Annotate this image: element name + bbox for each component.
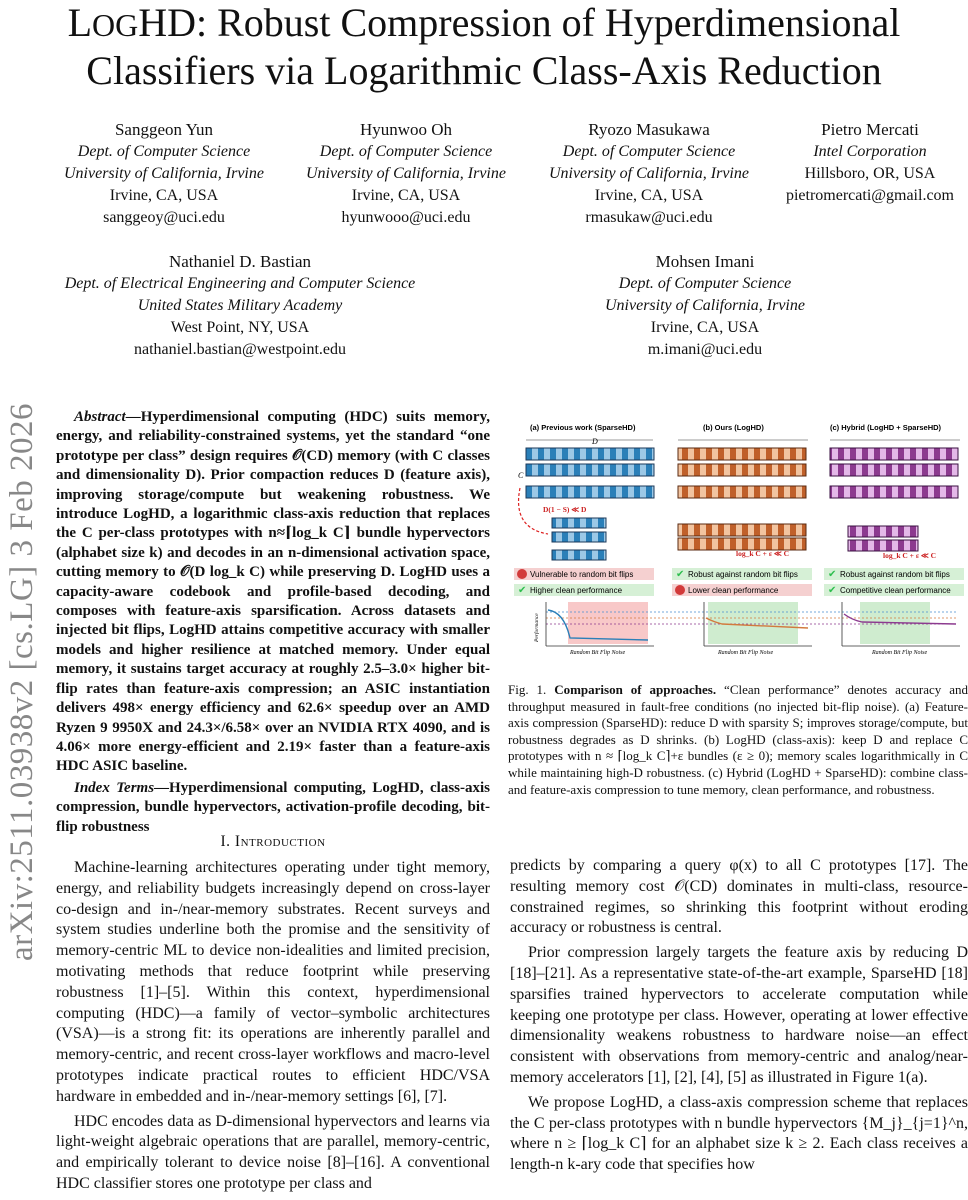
figure-1 bbox=[508, 418, 968, 676]
badge-c1: Robust against random bit flips bbox=[840, 570, 950, 579]
abstract: Abstract—Hyperdimensional computing (HDC) suits memory, energy, and reliability-constrained systems, yet the standard “one prototype per class” design requires 𝒪(CD) memory (with C classes and dimensionality D). Prior compaction reduces D (feature axis), improving storage/compute but weakening robustness. We introduce LogHD, a logarithmic class-axis reduction that replaces the C per-class prototypes with n≈⌈log_k C⌉ bundle hypervectors (alphabet size k) and decodes in an n-dimensional activation space, cutting memory to 𝒪(D log_k C) while preserving D. LogHD uses a capacity-aware codebook and profile-based decoding, and composes with feature-axis sparsification. Across datasets and injected bit flips, LogHD attains competitive accuracy with smaller models and higher resilience at matched memory. Under equal memory, it sustains target accuracy at roughly 2.5–3.0× higher bit-flip rates than feature-axis compression; an ASIC instantiation delivers 498× energy efficiency and 62.6× speedup over an AMD Ryzen 9 9950X and 24.3×/6.58× over an NVIDIA RTX 4090, and is 4.06× more energy-efficient and 2.19× faster than a feature-axis HDC ASIC baseline. Index Terms—Hyperdimensional computing, LogHD, class-axis compression, bundle hypervectors, activation-profile decoding, bit-flip robustness bbox=[56, 409, 490, 835]
paragraph: Prior compression largely targets the feature axis by reducing D [18]–[21]. As a representative state-of-the-art example, SparseHD [18] sparsifies trained hypervectors to accelerate computation while keeping one prototype per class. However, operating at lower effective dimensionality weakens robustness to hardware noise—an effect consistent with observations from memory-centric and analog/near-memory accelerators [1], [2], [4], [5] as illustrated in Figure 1(a). bbox=[510, 944, 968, 1086]
svg-text:✔: ✔ bbox=[518, 585, 527, 596]
svg-text:✔: ✔ bbox=[828, 585, 837, 596]
label-c: C bbox=[518, 471, 524, 480]
badge-b2: Lower clean performance bbox=[688, 586, 779, 595]
svg-text:✔: ✔ bbox=[676, 569, 685, 580]
label-logc-c: log_k C + ε ≪ C bbox=[883, 551, 937, 560]
x-axis-label: Random Bit Flip Noise bbox=[872, 650, 928, 656]
paper-title: LOGHD: Robust Compression of Hyperdimensional Classifiers via Logarithmic Class-Axis Reduction bbox=[67, 0, 901, 93]
label-logc-b: log_k C + ε ≪ C bbox=[736, 549, 790, 558]
svg-text:✔: ✔ bbox=[828, 569, 837, 580]
paragraph: predicts by comparing a query φ(x) to all C prototypes [17]. The resulting memory cost 𝒪(CD) dominates in multi-class, resource-constrained regimes, so shrinking this footprint without eroding accuracy or robustness is central. bbox=[510, 857, 968, 937]
paragraph: HDC encodes data as D-dimensional hypervectors and learns via light-weight algebraic operations that are parallel, memory-centric, and empirically tolerant to device noise [8]–[16]. A conventional HDC classifier stores one prototype per class and bbox=[56, 1112, 490, 1192]
intro-right-column bbox=[510, 856, 968, 1176]
author-block: Nathaniel D. Bastian Dept. of Electrical Engineering and Computer Science United States Military Academy West Point, NY, USA nathaniel.bastian@westpoint.edu bbox=[64, 252, 416, 358]
badge-b1: Robust against random bit flips bbox=[688, 570, 798, 579]
panel-title-b: (b) Ours (LogHD) bbox=[703, 423, 764, 432]
label-ds: D(1 − S) ≪ D bbox=[543, 505, 587, 514]
intro-left-column bbox=[56, 858, 490, 1195]
author-block: Sanggeon Yun Dept. of Computer Science University of California, Irvine Irvine, CA, USA sanggeoy@uci.edu bbox=[64, 120, 264, 226]
arxiv-stamp: arXiv:2511.03938v2 [cs.LG] 3 Feb 2026 bbox=[4, 402, 40, 962]
badge-c2: Competitive clean performance bbox=[840, 586, 951, 595]
label-d: D bbox=[592, 437, 598, 446]
badge-a1: Vulnerable to random bit flips bbox=[530, 570, 634, 579]
author-block: Mohsen Imani Dept. of Computer Science University of California, Irvine Irvine, CA, USA m.imani@uci.edu bbox=[605, 252, 805, 358]
author-block: Hyunwoo Oh Dept. of Computer Science University of California, Irvine Irvine, CA, USA hyunwooo@uci.edu bbox=[306, 120, 506, 226]
author-block: Ryozo Masukawa Dept. of Computer Science University of California, Irvine Irvine, CA, USA rmasukaw@uci.edu bbox=[549, 120, 749, 226]
x-axis-label: Random Bit Flip Noise bbox=[570, 650, 626, 656]
panel-title-a: (a) Previous work (SparseHD) bbox=[530, 423, 636, 432]
y-axis-label: Performance bbox=[534, 613, 540, 642]
panel-title-c: (c) Hybrid (LogHD + SparseHD) bbox=[830, 423, 942, 432]
paragraph: Machine-learning architectures operating under tight memory, energy, and reliability budgets increasingly depend on cross-layer co-design and in-/near-memory substrates. Recent surveys and system studies underline both the promise and the sensitivity of memory-centric ML to device non-idealities and limited precision, motivating methods that reduce footprint while preserving robustness [1]–[5]. Within this context, hyperdimensional computing (HDC)—a family of vector–symbolic architectures (VSA)—is a strong fit: its operations are inherently parallel and memory-centric, and recent cross-layer workflows and macro-level prototypes indicate practical routes to efficient HDC/VSA hardware in embedded and in-/near-memory settings [6], [7]. bbox=[56, 859, 490, 1105]
paragraph: We propose LogHD, a class-axis compression scheme that replaces the C per-class prototypes with n bundle hypervectors {M_j}_{j=1}^n, where n ≥ ⌈log_k C⌉ for an alphabet size k ≥ 2. Each class receives a length-n k-ary code that specifies how bbox=[510, 1093, 968, 1174]
section-heading: I. Introduction bbox=[220, 833, 326, 850]
figure-caption: Fig. 1. Comparison of approaches. “Clean performance” denotes accuracy and throughput measured in fault-free conditions (no injected bit-flip noise). (a) Feature-axis compression (SparseHD): reduce D with sparsity S; improves storage/compute, but robustness degrades as D shrinks. (b) LogHD (class-axis): keep D and replace C prototypes with n ≈ ⌈log_k C⌉+ε bundles (ε ≥ 0); memory scales logarithmically in C while maintaining high-D robustness. (c) Hybrid (LogHD + SparseHD): combine class- and feature-axis compression to tune memory, clean performance, and robustness. bbox=[508, 682, 968, 797]
badge-a2: Higher clean performance bbox=[530, 586, 623, 595]
x-axis-label: Random Bit Flip Noise bbox=[718, 650, 774, 656]
author-block: Pietro Mercati Intel Corporation Hillsboro, OR, USA pietromercati@gmail.com bbox=[785, 120, 954, 204]
